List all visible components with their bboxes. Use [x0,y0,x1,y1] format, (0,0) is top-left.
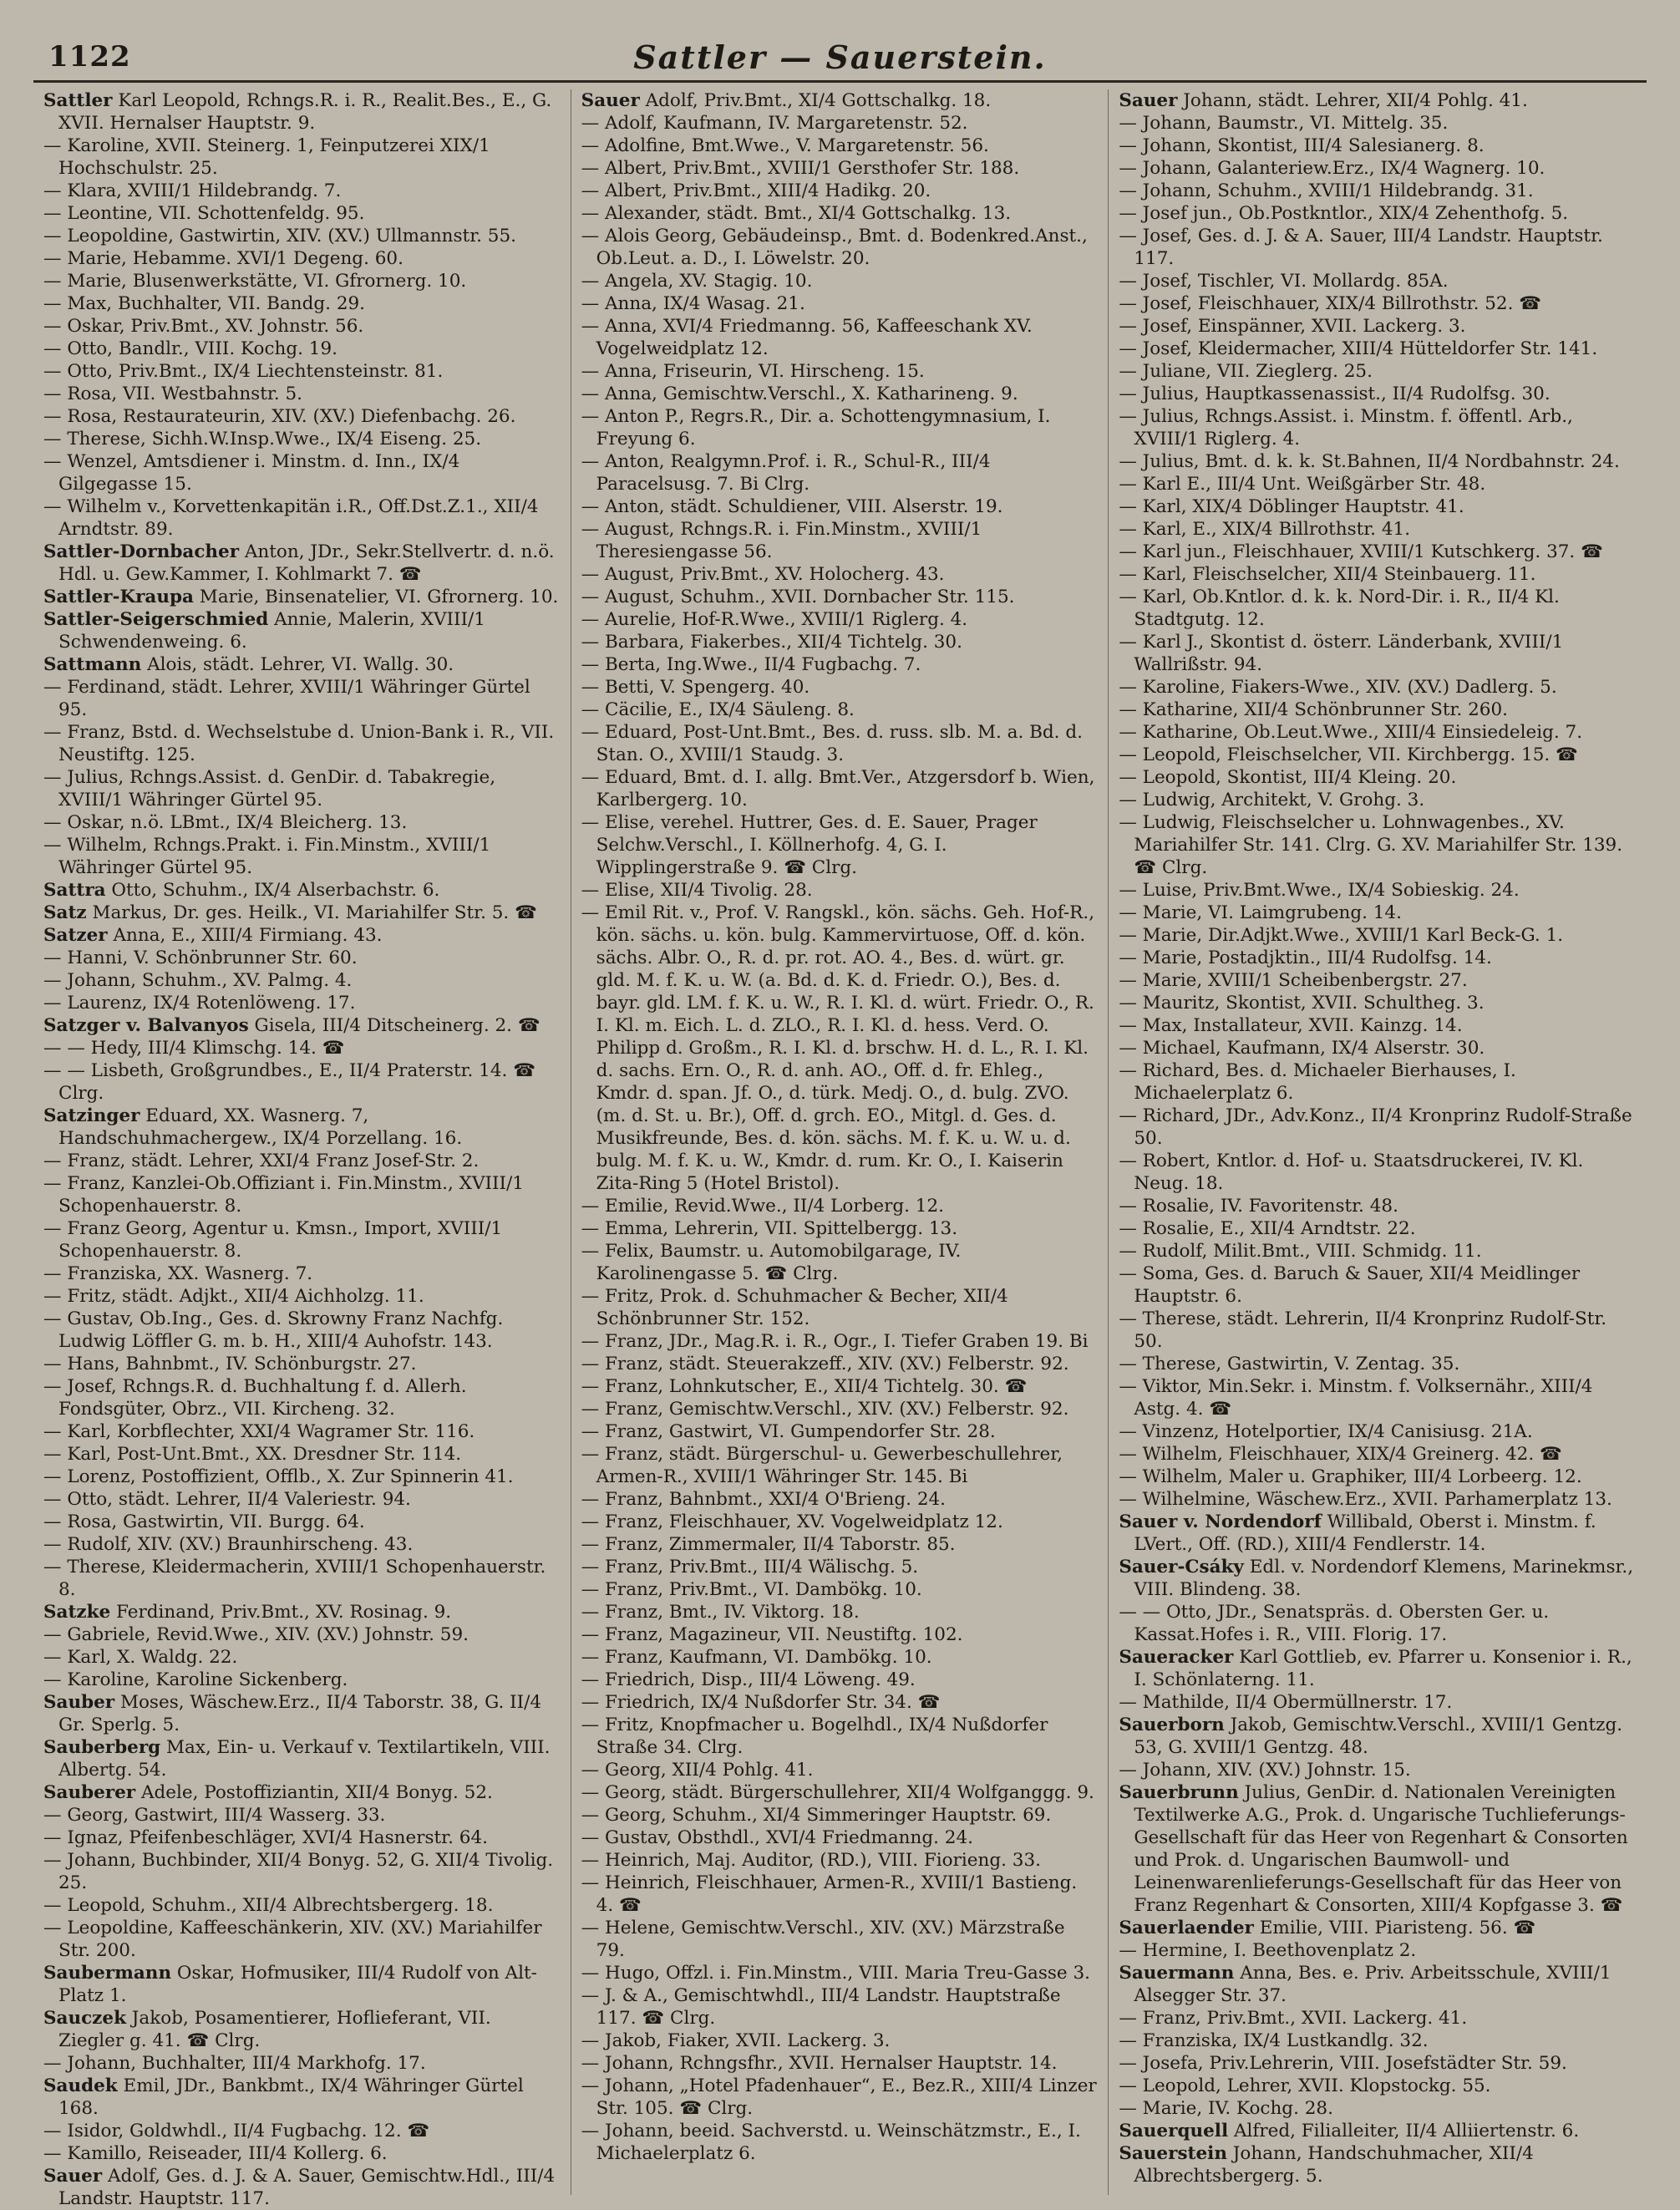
directory-entry: — Franz, städt. Bürgerschul- u. Gewerbeschullehrer, Armen-R., XVIII/1 Währinger Str. 145. Bi [581,1444,1063,1487]
directory-entry: — Anna, IX/4 Wasag. 21. [581,293,805,314]
directory-entry: — Elise, verehel. Huttrer, Ges. d. E. Sauer, Prager Selchw.Verschl., I. Köllnerhofg. 4, G. I. Wipplingerstraße 9. ☎ Clrg. [581,812,1038,878]
directory-entry: — Ludwig, Architekt, V. Grohg. 3. [1119,790,1425,810]
directory-entry: — Friedrich, IX/4 Nußdorfer Str. 34. ☎ [581,1692,941,1713]
directory-entry: — Marie, Blusenwerkstätte, VI. Gfrornerg. 10. [43,271,467,292]
directory-entry: Sauer-Csáky Edl. v. Nordendorf Klemens, Marinekmsr., VIII. Blindeng. 38. [1119,1557,1634,1600]
directory-entry: — Julius, Rchngs.Assist. d. GenDir. d. Tabakregie, XVIII/1 Währinger Gürtel 95. [43,767,496,810]
directory-entry: Sattler-Dornbacher Anton, JDr., Sekr.Stellvertr. d. n.ö. Hdl. u. Gew.Kammer, I. Kohlmarkt 7. ☎ [43,541,555,585]
directory-entry: — Josef, Ges. d. J. & A. Sauer, III/4 Landstr. Hauptstr. 117. [1119,226,1603,269]
directory-entry: — Friedrich, Disp., III/4 Löweng. 49. [581,1669,916,1690]
directory-entry: — Karl, Korbflechter, XXI/4 Wagramer Str. 116. [43,1421,475,1442]
column-2 [571,89,1109,2195]
directory-entry: Sauerlaender Emilie, VIII. Piaristeng. 56. ☎ [1119,1918,1536,1938]
directory-entry: — Eduard, Post-Unt.Bmt., Bes. d. russ. slb. M. a. Bd. d. Stan. O., XVIII/1 Staudg. 3. [581,722,1083,765]
directory-entry: — Alexander, städt. Bmt., XI/4 Gottschalkg. 13. [581,203,1012,224]
entry-surname: Sauerquell [1119,2121,1229,2141]
directory-entry: — Karl, E., XIX/4 Billrothstr. 41. [1119,519,1411,540]
directory-entry: — Leopoldine, Kaffeeschänkerin, XIV. (XV.) Mariahilfer Str. 200. [43,1918,542,1961]
directory-entry: — Josef, Rchngs.R. d. Buchhaltung f. d. Allerh. Fondsgüter, Obrz., VII. Kircheng. 32. [43,1376,467,1420]
directory-entry: — Wilhelm v., Korvettenkapitän i.R., Off.Dst.Z.1., XII/4 Arndtstr. 89. [43,496,539,540]
entry-surname: Satzinger [43,1105,140,1126]
directory-entry: — Leopoldine, Gastwirtin, XIV. (XV.) Ullmannstr. 55. [43,226,516,246]
directory-entry: — Georg, Gastwirt, III/4 Wasserg. 33. [43,1805,386,1826]
entry-surname: Sauer [1119,90,1178,111]
page-header [33,33,1647,83]
directory-entry: — Robert, Kntlor. d. Hof- u. Staatsdruckerei, IV. Kl. Neug. 18. [1119,1151,1584,1194]
directory-entry: Sauer v. Nordendorf Willibald, Oberst i. Minstm. f. LVert., Off. (RD.), XIII/4 Fendlerstr. 14. [1119,1511,1596,1555]
directory-entry: Saudek Emil, JDr., Bankbmt., IX/4 Währinger Gürtel 168. [43,2075,524,2119]
directory-entry: — Richard, Bes. d. Michaeler Bierhauses, I. Michaelerplatz 6. [1119,1060,1516,1104]
directory-entry: — Johann, Baumstr., VI. Mittelg. 35. [1119,113,1449,134]
directory-entry: — Kamillo, Reiseader, III/4 Kollerg. 6. [43,2143,388,2164]
directory-entry: — Soma, Ges. d. Baruch & Sauer, XII/4 Meidlinger Hauptstr. 6. [1119,1263,1581,1307]
entry-surname: Saubermann [43,1963,172,1984]
directory-entry: Sauber Moses, Wäschew.Erz., II/4 Taborstr. 38, G. II/4 Gr. Sperlg. 5. [43,1692,542,1735]
directory-entry: — Emilie, Revid.Wwe., II/4 Lorberg. 12. [581,1196,944,1217]
directory-entry: Sattra Otto, Schuhm., IX/4 Alserbachstr. 6. [43,880,440,901]
directory-entry: — J. & A., Gemischtwhdl., III/4 Landstr. Hauptstraße 117. ☎ Clrg. [581,1985,1061,2029]
directory-entry: — Franz, JDr., Mag.R. i. R., Ogr., I. Tiefer Graben 19. Bi [581,1331,1089,1352]
directory-entry: — Marie, Postadjktin., III/4 Rudolfsg. 14. [1119,948,1492,968]
directory-entry: — Johann, Galanteriew.Erz., IX/4 Wagnerg. 10. [1119,158,1545,179]
directory-entry: — Franz Georg, Agentur u. Kmsn., Import, XVIII/1 Schopenhauerstr. 8. [43,1218,503,1262]
directory-entry: — Franz, Lohnkutscher, E., XII/4 Tichtelg. 30. ☎ [581,1376,1028,1397]
directory-entry: — Katharine, Ob.Leut.Wwe., XIII/4 Einsiedeleig. 7. [1119,722,1583,743]
directory-entry: — Laurenz, IX/4 Rotenlöweng. 17. [43,993,356,1014]
directory-entry: — Wilhelmine, Wäschew.Erz., XVII. Parhamerplatz 13. [1119,1489,1612,1510]
directory-entry: — Johann, beeid. Sachverstd. u. Weinschätzmstr., E., I. Michaelerplatz 6. [581,2121,1081,2164]
directory-entry: Saubermann Oskar, Hofmusiker, III/4 Rudolf von Alt-Platz 1. [43,1963,537,2006]
directory-entry: — Otto, städt. Lehrer, II/4 Valeriestr. 94. [43,1489,411,1510]
directory-entry: — Wilhelm, Rchngs.Prakt. i. Fin.Minstm., XVIII/1 Währinger Gürtel 95. [43,835,491,878]
directory-entry: — Franz, Priv.Bmt., VI. Dambökg. 10. [581,1579,922,1600]
directory-entry: — Michael, Kaufmann, IX/4 Alserstr. 30. [1119,1038,1485,1059]
directory-entry: — Anna, Friseurin, VI. Hirscheng. 15. [581,361,925,382]
directory-entry: — Leopold, Schuhm., XII/4 Albrechtsbergerg. 18. [43,1895,494,1916]
directory-entry: — Franz, Priv.Bmt., III/4 Wälischg. 5. [581,1557,919,1577]
directory-entry: — Wilhelm, Maler u. Graphiker, III/4 Lorbeerg. 12. [1119,1466,1582,1487]
directory-entry: — Mathilde, II/4 Obermüllnerstr. 17. [1119,1692,1453,1713]
directory-entry: — Cäcilie, E., IX/4 Säuleng. 8. [581,699,855,720]
directory-entry: — Vinzenz, Hotelportier, IX/4 Canisiusg. 21A. [1119,1421,1533,1442]
directory-entry: — Barbara, Fiakerbes., XII/4 Tichtelg. 30. [581,632,962,653]
directory-entry: — Marie, VI. Laimgrubeng. 14. [1119,902,1402,923]
directory-entry: — August, Priv.Bmt., XV. Holocherg. 43. [581,564,945,585]
directory-entry: — Johann, Rchngsfhr., XVII. Hernalser Hauptstr. 14. [581,2053,1058,2074]
directory-entry: — Betti, V. Spengerg. 40. [581,677,810,698]
directory-entry: — Aurelie, Hof-R.Wwe., XVIII/1 Riglerg. 4. [581,609,968,630]
entry-surname: Sauerlaender [1119,1918,1254,1938]
directory-entry: — Emil Rit. v., Prof. V. Rangskl., kön. sächs. Geh. Hof-R., kön. sächs. u. kön. bulg. Kammervirtuose, Off. d. kön. sächs. Albr. O., R. d. pr. rot. AO. 4., Bes. d. würt. gr. gld. M. f. K. u. W. (a. Bd. d. K. d. Friedr. O.), Bes. d. bayr. gld. LM. f. K. u. W., R. I. Kl. d. würt. Friedr. O., R. I. Kl. m. Eich. L. d. ZLO., R. I. Kl. d. hess. Verd. O. Philipp d. Großm., R. I. Kl. d. brschw. H. d. L., R. I. Kl. d. sachs. Ern. O., R. d. anh. AO., Off. d. fr. Ehleg., Kmdr. d. span. Jf. O., d. türk. Medj. O., d. bulg. ZVO. (m. d. St. u. Br.), Off. d. grch. EO., Mitgl. d. Ges. d. Musikfreunde, Bes. d. kön. sächs. M. f. K. u. W. u. d. bulg. M. f. K. u. W., Kmdr. d. rum. Kr. O., I. Kaiserin Zita-Ring 5 (Hotel Bristol). [581,902,1095,1194]
directory-entry: — Gustav, Obsthdl., XVI/4 Friedmanng. 24. [581,1827,973,1848]
entry-surname: Sattler-Kraupa [43,587,194,607]
column-3 [1109,89,1647,2195]
directory-entry: Sauerstein Johann, Handschuhmacher, XII/4 Albrechtsbergerg. 5. [1119,2143,1534,2187]
entry-surname: Sauermann [1119,1963,1235,1984]
directory-entry: — Heinrich, Maj. Auditor, (RD.), VIII. Fiorieng. 33. [581,1850,1041,1871]
directory-entry: — Karl, Post-Unt.Bmt., XX. Dresdner Str. 114. [43,1444,462,1465]
directory-entry: — Hugo, Offzl. i. Fin.Minstm., VIII. Maria Treu-Gasse 3. [581,1963,1090,1984]
directory-entry: — Katharine, XII/4 Schönbrunner Str. 260. [1119,699,1508,720]
entry-surname: Satz [43,902,87,923]
directory-entry: — Karoline, Karoline Sickenberg. [43,1669,348,1690]
column-1 [33,89,571,2209]
directory-entry: Sauberberg Max, Ein- u. Verkauf v. Textilartikeln, VIII. Albertg. 54. [43,1737,551,1781]
directory-entry: — Adolfine, Bmt.Wwe., V. Margaretenstr. 56. [581,135,989,156]
directory-entry: — Anton, städt. Schuldiener, VIII. Alserstr. 19. [581,496,1003,517]
directory-entry: — Georg, städt. Bürgerschullehrer, XII/4 Wolfganggg. 9. [581,1782,1094,1803]
directory-entry: Satzinger Eduard, XX. Wasnerg. 7, Handschuhmachergew., IX/4 Porzellang. 16. [43,1105,463,1149]
directory-entry: — Franziska, XX. Wasnerg. 7. [43,1263,313,1284]
entry-surname: Sauberer [43,1782,136,1803]
directory-entry: — Johann, Buchbinder, XII/4 Bonyg. 52, G. XII/4 Tivolig. 25. [43,1850,554,1893]
directory-entry: — Ludwig, Fleischselcher u. Lohnwagenbes., XV. Mariahilfer Str. 141. Clrg. G. XV. Mariahilfer Str. 139. ☎ Clrg. [1119,812,1623,878]
directory-entry: — Klara, XVIII/1 Hildebrandg. 7. [43,180,342,201]
entry-surname: Satzger v. Balvanyos [43,1015,249,1036]
directory-entry: — Hermine, I. Beethovenplatz 2. [1119,1940,1417,1961]
directory-entry: — Leopold, Skontist, III/4 Kleing. 20. [1119,767,1457,788]
directory-entry: Sauczek Jakob, Posamentierer, Hoflieferant, VII. Ziegler g. 41. ☎ Clrg. [43,2008,491,2051]
directory-entry: — Rudolf, XIV. (XV.) Braunhirscheng. 43. [43,1534,414,1555]
directory-entry: — Therese, Sichh.W.Insp.Wwe., IX/4 Eiseng. 25. [43,429,482,450]
page-number: 1122 [48,40,131,74]
directory-entry: — Karl J., Skontist d. österr. Länderbank, XVIII/1 Wallrißstr. 94. [1119,632,1564,675]
directory-entry: — Josef, Tischler, VI. Mollardg. 85A. [1119,271,1449,292]
directory-entry: — August, Rchngs.R. i. Fin.Minstm., XVIII/1 Theresiengasse 56. [581,519,982,562]
directory-entry: Sauerbrunn Julius, GenDir. d. Nationalen Vereinigten Textilwerke A.G., Prok. d. Ungarische Tuchlieferungs-Gesellschaft für das Heer von Regenhart & Consorten und Prok. d. Ungarischen Baumwoll- und Leinenwarenlieferungs-Gesellschaft für das Heer von Franz Regenhart & Consorten, XIII/4 Kopfgasse 3. ☎ [1119,1782,1628,1916]
directory-entry: — Karl, X. Waldg. 22. [43,1647,238,1668]
directory-entry: — Franz, Kanzlei-Ob.Offiziant i. Fin.Minstm., XVIII/1 Schopenhauerstr. 8. [43,1173,524,1217]
entry-surname: Sauczek [43,2008,126,2029]
directory-entry: — Leopold, Lehrer, XVII. Klopstockg. 55. [1119,2075,1491,2096]
running-head: Sattler — Sauerstein. [633,38,1047,76]
directory-entry: — Isidor, Goldwhdl., II/4 Fugbachg. 12. ☎ [43,2121,430,2141]
directory-entry: — Fritz, städt. Adjkt., XII/4 Aichholzg. 11. [43,1286,424,1307]
directory-entry: — August, Schuhm., XVII. Dornbacher Str. 115. [581,587,1015,607]
directory-entry: Sauer Adolf, Priv.Bmt., XI/4 Gottschalkg. 18. [581,90,992,111]
directory-entry: — Franz, Gemischtw.Verschl., XIV. (XV.) Felberstr. 92. [581,1399,1069,1420]
directory-entry: Sauerborn Jakob, Gemischtw.Verschl., XVIII/1 Gentzg. 53, G. XVIII/1 Gentzg. 48. [1119,1715,1623,1758]
directory-entry: — Julius, Hauptkassenassist., II/4 Rudolfsg. 30. [1119,384,1551,404]
directory-entry: — Karoline, Fiakers-Wwe., XIV. (XV.) Dadlerg. 5. [1119,677,1557,698]
directory-entry: — Max, Buchhalter, VII. Bandg. 29. [43,293,366,314]
entry-surname: Sauberberg [43,1737,161,1758]
directory-entry: — Franziska, IX/4 Lustkandlg. 32. [1119,2030,1429,2051]
directory-entry: — Franz, Kaufmann, VI. Dambökg. 10. [581,1647,932,1668]
directory-entry: — Leopold, Fleischselcher, VII. Kirchbergg. 15. ☎ [1119,744,1578,765]
directory-entry: — Georg, XII/4 Pohlg. 41. [581,1760,814,1781]
directory-entry: Sattler-Seigerschmied Annie, Malerin, XVIII/1 Schwendenweing. 6. [43,609,485,653]
directory-entry: — — Lisbeth, Großgrundbes., E., II/4 Praterstr. 14. ☎ Clrg. [43,1060,535,1104]
entry-surname: Sauerbrunn [1119,1782,1239,1803]
entry-surname: Sauer [43,2166,103,2187]
entry-surname: Sauerborn [1119,1715,1225,1735]
directory-entry: — Johann, Schuhm., XVIII/1 Hildebrandg. 31. [1119,180,1534,201]
directory-entry: — Therese, Gastwirtin, V. Zentag. 35. [1119,1354,1460,1374]
directory-entry: — Anna, XVI/4 Friedmanng. 56, Kaffeeschank XV. Vogelweidplatz 12. [581,316,1033,359]
directory-entry: — Johann, Schuhm., XV. Palmg. 4. [43,970,353,991]
directory-entry: — Rosalie, IV. Favoritenstr. 48. [1119,1196,1398,1217]
directory-entry: — Rosa, VII. Westbahnstr. 5. [43,384,302,404]
directory-entry: — Karl E., III/4 Unt. Weißgärber Str. 48. [1119,474,1486,495]
directory-entry: — Julius, Bmt. d. k. k. St.Bahnen, II/4 Nordbahnstr. 24. [1119,451,1620,472]
directory-entry: — Franz, Bmt., IV. Viktorg. 18. [581,1602,860,1623]
directory-entry: — Helene, Gemischtw.Verschl., XIV. (XV.) Märzstraße 79. [581,1918,1065,1961]
directory-entry: — Karl jun., Fleischhauer, XVIII/1 Kutschkerg. 37. ☎ [1119,541,1603,562]
directory-entry: — Julius, Rchngs.Assist. i. Minstm. f. öffentl. Arb., XVIII/1 Riglerg. 4. [1119,406,1573,450]
directory-entry: — Jakob, Fiaker, XVII. Lackerg. 3. [581,2030,891,2051]
directory-entry: — Franz, städt. Lehrer, XXI/4 Franz Josef-Str. 2. [43,1151,480,1171]
directory-entry: Satzer Anna, E., XIII/4 Firmiang. 43. [43,925,383,946]
directory-entry: — — Otto, JDr., Senatspräs. d. Obersten Ger. u. Kassat.Hofes i. R., VIII. Florig. 17. [1119,1602,1550,1645]
directory-entry: — Josef, Kleidermacher, XIII/4 Hütteldorfer Str. 141. [1119,338,1598,359]
directory-entry: — Viktor, Min.Sekr. i. Minstm. f. Volksernähr., XIII/4 Astg. 4. ☎ [1119,1376,1593,1420]
directory-entry: — Marie, Hebamme. XVI/1 Degeng. 60. [43,248,404,269]
directory-entry: — Marie, XVIII/1 Scheibenbergstr. 27. [1119,970,1468,991]
directory-entry: — Johann, Buchhalter, III/4 Markhofg. 17. [43,2053,426,2074]
directory-entry: — Rosalie, E., XII/4 Arndtstr. 22. [1119,1218,1416,1239]
directory-entry: — Oskar, Priv.Bmt., XV. Johnstr. 56. [43,316,364,337]
directory-entry: — Leontine, VII. Schottenfeldg. 95. [43,203,365,224]
directory-entry: — Felix, Baumstr. u. Automobilgarage, IV. Karolinengasse 5. ☎ Clrg. [581,1241,962,1284]
directory-entry: Satz Markus, Dr. ges. Heilk., VI. Mariahilfer Str. 5. ☎ [43,902,537,923]
directory-entry: — Oskar, n.ö. LBmt., IX/4 Bleicherg. 13. [43,812,408,833]
directory-entry: — Georg, Schuhm., XI/4 Simmeringer Hauptstr. 69. [581,1805,1052,1826]
entry-surname: Sattler [43,90,113,111]
directory-entry: Sattler-Kraupa Marie, Binsenatelier, VI. Gfrornerg. 10. [43,587,559,607]
entry-surname: Sattmann [43,654,142,675]
directory-entry: — Ignaz, Pfeifenbeschläger, XVI/4 Hasnerstr. 64. [43,1827,488,1848]
directory-entry: — Marie, IV. Kochg. 28. [1119,2098,1333,2119]
directory-entry: — Albert, Priv.Bmt., XIII/4 Hadikg. 20. [581,180,931,201]
directory-entry: — Hans, Bahnbmt., IV. Schönburgstr. 27. [43,1354,417,1374]
directory-entry: — Ferdinand, städt. Lehrer, XVIII/1 Währinger Gürtel 95. [43,677,530,720]
directory-entry: — Otto, Priv.Bmt., IX/4 Liechtensteinstr. 81. [43,361,444,382]
directory-entry: Sauermann Anna, Bes. e. Priv. Arbeitsschule, XVIII/1 Alsegger Str. 37. [1119,1963,1611,2006]
directory-entry: — Luise, Priv.Bmt.Wwe., IX/4 Sobieskig. 24. [1119,880,1520,901]
directory-entry: — Johann, „Hotel Pfadenhauer“, E., Bez.R., XIII/4 Linzer Str. 105. ☎ Clrg. [581,2075,1097,2119]
directory-entry: — Max, Installateur, XVII. Kainzg. 14. [1119,1015,1463,1036]
directory-entry: Sauberer Adele, Postoffiziantin, XII/4 Bonyg. 52. [43,1782,493,1803]
directory-entry: — Heinrich, Fleischhauer, Armen-R., XVIII/1 Bastieng. 4. ☎ [581,1872,1078,1916]
directory-entry: — Adolf, Kaufmann, IV. Margaretenstr. 52. [581,113,968,134]
directory-entry: — Karl, Fleischselcher, XII/4 Steinbauerg. 11. [1119,564,1536,585]
entry-surname: Sauber [43,1692,115,1713]
directory-entry: — Franz, städt. Steuerakzeff., XIV. (XV.) Felberstr. 92. [581,1354,1069,1374]
directory-entry: — Franz, Bstd. d. Wechselstube d. Union-Bank i. R., VII. Neustiftg. 125. [43,722,555,765]
directory-entry: — Alois Georg, Gebäudeinsp., Bmt. d. Bodenkred.Anst., Ob.Leut. a. D., I. Löwelstr. 20. [581,226,1088,269]
directory-entry: — Karl, XIX/4 Döblinger Hauptstr. 41. [1119,496,1464,517]
entry-surname: Sattra [43,880,106,901]
directory-entry: — Emma, Lehrerin, VII. Spittelbergg. 13. [581,1218,958,1239]
directory-entry: — Mauritz, Skontist, XVII. Schultheg. 3. [1119,993,1485,1014]
directory-entry: — Richard, JDr., Adv.Konz., II/4 Kronprinz Rudolf-Straße 50. [1119,1105,1632,1149]
directory-entry: Sauerquell Alfred, Filialleiter, II/4 Alliiertenstr. 6. [1119,2121,1580,2141]
directory-entry: — Franz, Magazineur, VII. Neustiftg. 102. [581,1624,963,1645]
directory-entry: — Josef, Fleischhauer, XIX/4 Billrothstr. 52. ☎ [1119,293,1542,314]
directory-entry: — Lorenz, Postoffizient, Offlb., X. Zur Spinnerin 41. [43,1466,514,1487]
entry-surname: Saueracker [1119,1647,1234,1668]
directory-entry: — Therese, Kleidermacherin, XVIII/1 Schopenhauerstr. 8. [43,1557,546,1600]
directory-entry: — Rosa, Restaurateurin, XIV. (XV.) Diefenbachg. 26. [43,406,516,427]
directory-entry: — Fritz, Knopfmacher u. Bogelhdl., IX/4 Nußdorfer Straße 34. Clrg. [581,1715,1048,1758]
directory-entry: — Josefa, Priv.Lehrerin, VIII. Josefstädter Str. 59. [1119,2053,1567,2074]
directory-entry: Saueracker Karl Gottlieb, ev. Pfarrer u. Konsenior i. R., I. Schönlaterng. 11. [1119,1647,1632,1690]
directory-entry: — Therese, städt. Lehrerin, II/4 Kronprinz Rudolf-Str. 50. [1119,1308,1607,1352]
directory-entry: Sattler Karl Leopold, Rchngs.R. i. R., Realit.Bes., E., G. XVII. Hernalser Hauptstr. 9. [43,90,552,134]
directory-entry: — Franz, Priv.Bmt., XVII. Lackerg. 41. [1119,2008,1468,2029]
directory-entry: — Anton, Realgymn.Prof. i. R., Schul-R., III/4 Paracelsusg. 7. Bi Clrg. [581,451,991,495]
directory-entry: — Angela, XV. Stagig. 10. [581,271,813,292]
entry-surname: Sattler-Dornbacher [43,541,240,562]
entry-surname: Sattler-Seigerschmied [43,609,269,630]
directory-entry: — Berta, Ing.Wwe., II/4 Fugbachg. 7. [581,654,921,675]
directory-entry: — Anna, Gemischtw.Verschl., X. Katharineng. 9. [581,384,1018,404]
directory-entry: Satzke Ferdinand, Priv.Bmt., XV. Rosinag. 9. [43,1602,452,1623]
directory-entry: — Hanni, V. Schönbrunner Str. 60. [43,948,358,968]
directory-entry: — Josef, Einspänner, XVII. Lackerg. 3. [1119,316,1466,337]
directory-entry: Sauer Johann, städt. Lehrer, XII/4 Pohlg. 41. [1119,90,1528,111]
directory-entry: — Juliane, VII. Zieglerg. 25. [1119,361,1373,382]
directory-entry: — Albert, Priv.Bmt., XVIII/1 Gersthofer Str. 188. [581,158,1020,179]
directory-entry: — Franz, Bahnbmt., XXI/4 O'Brieng. 24. [581,1489,947,1510]
directory-entry: Sattmann Alois, städt. Lehrer, VI. Wallg. 30. [43,654,454,675]
entry-surname: Sauer-Csáky [1119,1557,1244,1577]
directory-entry: — Wilhelm, Fleischhauer, XIX/4 Greinerg. 42. ☎ [1119,1444,1562,1465]
directory-entry: — Josef jun., Ob.Postkntlor., XIX/4 Zehenthofg. 5. [1119,203,1569,224]
directory-entry: — Eduard, Bmt. d. I. allg. Bmt.Ver., Atzgersdorf b. Wien, Karlbergerg. 10. [581,767,1095,810]
directory-entry: — Rudolf, Milit.Bmt., VIII. Schmidg. 11. [1119,1241,1482,1262]
directory-entry: — Franz, Fleischhauer, XV. Vogelweidplatz 12. [581,1511,1003,1532]
directory-entry: — Rosa, Gastwirtin, VII. Burgg. 64. [43,1511,365,1532]
directory-entry: Sauer Adolf, Ges. d. J. & A. Sauer, Gemischtw.Hdl., III/4 Landstr. Hauptstr. 117. [43,2166,556,2209]
directory-entry: — Franz, Gastwirt, VI. Gumpendorfer Str. 28. [581,1421,996,1442]
entry-surname: Satzke [43,1602,111,1623]
directory-entry: — Franz, Zimmermaler, II/4 Taborstr. 85. [581,1534,956,1555]
directory-entry: — — Hedy, III/4 Klimschg. 14. ☎ [43,1038,345,1059]
directory-entry: — Karl, Ob.Kntlor. d. k. k. Nord-Dir. i. R., II/4 Kl. Stadtgutg. 12. [1119,587,1560,630]
directory-entry: Satzger v. Balvanyos Gisela, III/4 Ditscheinerg. 2. ☎ [43,1015,541,1036]
directory-entry: — Elise, XII/4 Tivolig. 28. [581,880,813,901]
directory-entry: — Johann, Skontist, III/4 Salesianerg. 8. [1119,135,1485,156]
directory-entry: — Gabriele, Revid.Wwe., XIV. (XV.) Johnstr. 59. [43,1624,469,1645]
directory-entry: — Johann, XIV. (XV.) Johnstr. 15. [1119,1760,1411,1781]
directory-entry: — Fritz, Prok. d. Schuhmacher & Becher, XII/4 Schönbrunner Str. 152. [581,1286,1008,1329]
columns [33,89,1647,2209]
directory-entry: — Wenzel, Amtsdiener i. Minstm. d. Inn., IX/4 Gilgegasse 15. [43,451,460,495]
directory-entry: — Otto, Bandlr., VIII. Kochg. 19. [43,338,338,359]
directory-entry: — Karoline, XVII. Steinerg. 1, Feinputzerei XIX/1 Hochschulstr. 25. [43,135,490,179]
directory-entry: — Marie, Dir.Adjkt.Wwe., XVIII/1 Karl Beck-G. 1. [1119,925,1564,946]
entry-surname: Sauerstein [1119,2143,1227,2164]
entry-surname: Saudek [43,2075,118,2096]
entry-surname: Sauer v. Nordendorf [1119,1511,1322,1532]
directory-entry: — Anton P., Regrs.R., Dir. a. Schottengymnasium, I. Freyung 6. [581,406,1051,450]
entry-surname: Sauer [581,90,640,111]
entry-surname: Satzer [43,925,108,946]
directory-entry: — Gustav, Ob.Ing., Ges. d. Skrowny Franz Nachfg. Ludwig Löffler G. m. b. H., XIII/4 Auhofstr. 143. [43,1308,504,1352]
